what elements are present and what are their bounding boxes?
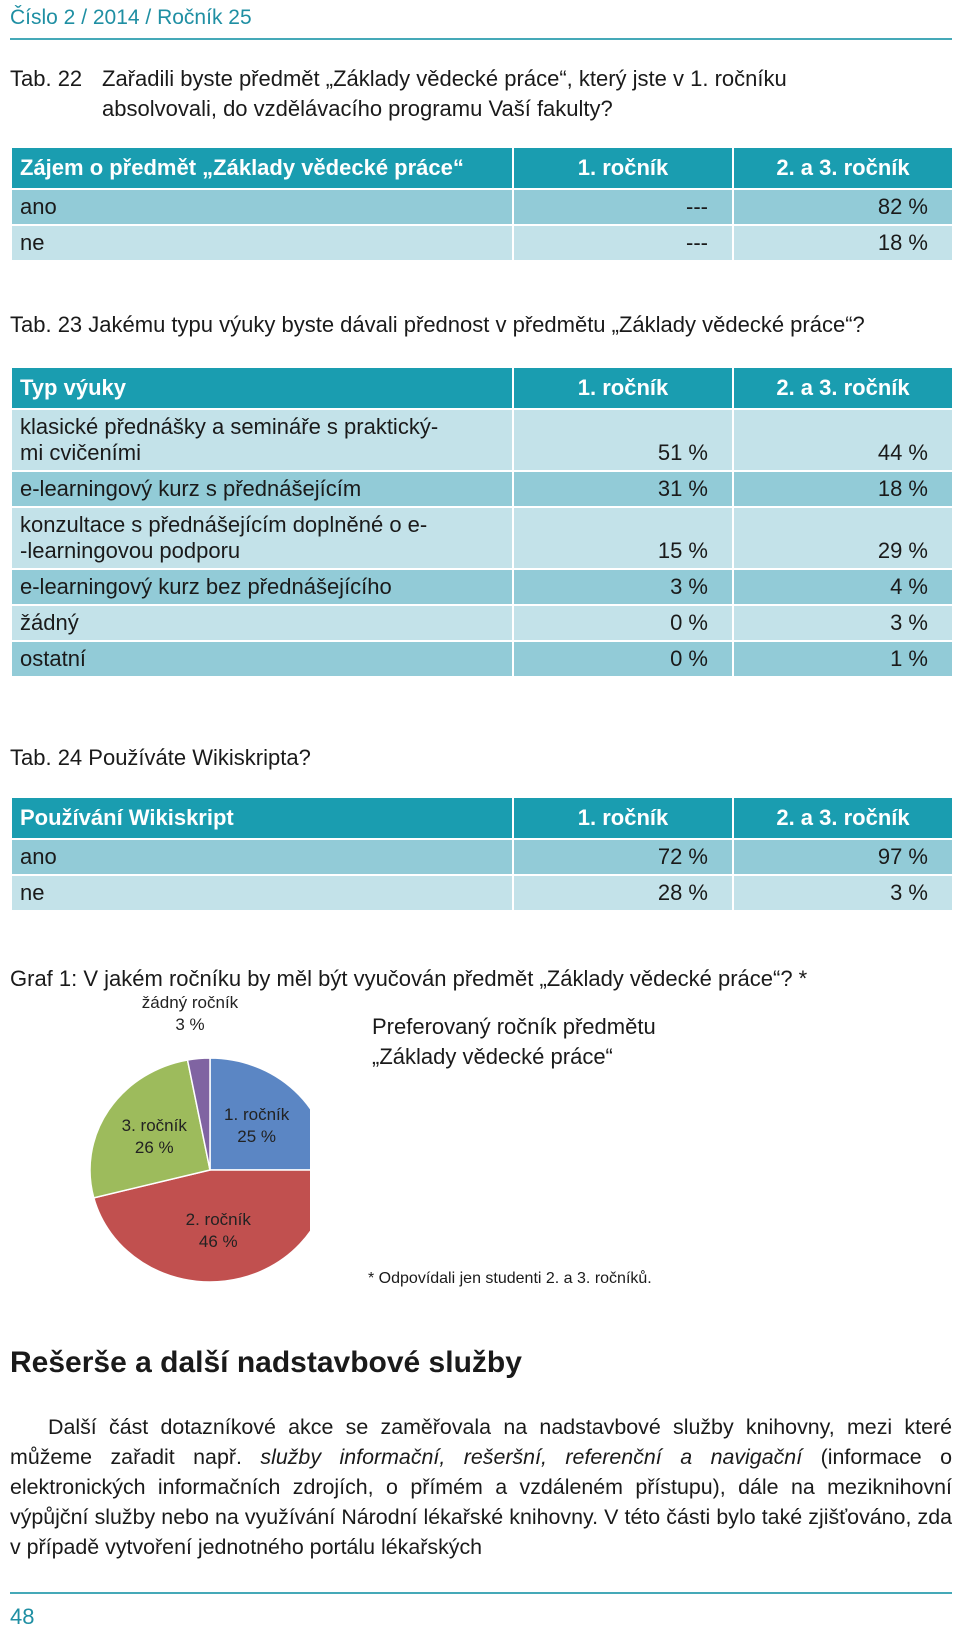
tab24-cell: 72 % [513, 839, 733, 875]
tab22-table [10, 146, 954, 262]
tab22-cell: ne [11, 225, 513, 261]
tab22-cell: --- [513, 225, 733, 261]
table-row [11, 409, 953, 471]
graph1-caption: Graf 1: V jakém ročníku by měl být vyučován předmět „Základy vědecké práce“? * [10, 966, 808, 991]
pie-label-value: 26 % [134, 1137, 174, 1157]
graph1-footnote: * Odpovídali jen studenti 2. a 3. ročníků. [368, 1270, 652, 1287]
tab23-cell: 18 % [733, 471, 953, 507]
section-title: Rešerše a další nadstavbové služby [10, 1346, 522, 1379]
tab22-header-subject: Zájem o předmět „Základy vědecké práce“ [11, 147, 513, 189]
pie-label [163, 1209, 273, 1253]
tab24-cell: 3 % [733, 875, 953, 911]
tab22-cell: 18 % [733, 225, 953, 261]
table-row [11, 641, 953, 677]
table-row [11, 875, 953, 911]
pie-label [135, 992, 245, 1036]
tab23-row1-line1: klasické přednášky a semináře s praktický- [20, 414, 439, 439]
tab22-header-year1: 1. ročník [513, 147, 733, 189]
tab22-caption-line1: Zařadili byste předmět „Základy vědecké práce“, který jste v 1. ročníku [102, 66, 787, 91]
tab23-row3-line2: -learningovou podporu [20, 538, 241, 563]
tab22-cell: --- [513, 189, 733, 225]
tab23-cell: 29 % [733, 507, 953, 569]
tab23-cell [11, 507, 513, 569]
table-row [11, 569, 953, 605]
pie-label [99, 1115, 209, 1159]
graph1-legend-line1: Preferovaný ročník předmětu [372, 1014, 656, 1039]
issue-header: Číslo 2 / 2014 / Ročník 25 [10, 6, 252, 29]
tab23-table [10, 366, 954, 678]
tab23-cell: ostatní [11, 641, 513, 677]
pie-label-value: 25 % [237, 1127, 277, 1147]
tab23-cell: 31 % [513, 471, 733, 507]
tab23-cell: 15 % [513, 507, 733, 569]
graph1-legend-line2: „Základy vědecké práce“ [372, 1044, 613, 1069]
tab23-row3-line1: konzultace s přednášejícím doplněné o e- [20, 512, 428, 537]
table-row [11, 839, 953, 875]
tab24-header-year1: 1. ročník [513, 797, 733, 839]
tab24-cell: 28 % [513, 875, 733, 911]
tab23-cell: 4 % [733, 569, 953, 605]
table-row [11, 225, 953, 261]
tab22-caption-line2: absolvovali, do vzdělávacího programu Vaší fakulty? [102, 96, 613, 121]
pie-label-name: 2. ročník [185, 1210, 251, 1230]
tab24-cell: ne [11, 875, 513, 911]
tab23-caption: Tab. 23 Jakému typu výuky byste dávali přednost v předmětu „Základy vědecké práce“? [10, 312, 865, 337]
paragraph-text: (informace o elektronických informačních zdrojích, o přímém a vzdáleném přístupu), dále na meziknihovní výpůjční služby nebo na využívání Národní lékařské knihovny. V této části bylo také zjišťováno, zda v případě vytvoření jednotného portálu lékařských [10, 1445, 953, 1559]
tab22-cell: 82 % [733, 189, 953, 225]
header-rule [10, 38, 952, 40]
tab22-number: Tab. 22 [10, 66, 83, 91]
tab23-cell: 51 % [513, 409, 733, 471]
section-paragraph [10, 1412, 952, 1562]
tab24-header-year23: 2. a 3. ročník [733, 797, 953, 839]
table-row [11, 189, 953, 225]
tab24-table [10, 796, 954, 912]
tab23-cell: 0 % [513, 641, 733, 677]
pie-label-value: 46 % [198, 1232, 238, 1252]
pie-label-name: 3. ročník [121, 1115, 187, 1135]
tab22-caption [10, 64, 950, 124]
tab23-cell: 3 % [733, 605, 953, 641]
footer-rule [10, 1592, 952, 1594]
pie-chart [70, 1010, 310, 1310]
tab23-cell: 0 % [513, 605, 733, 641]
pie-label [202, 1104, 312, 1148]
tab23-cell [11, 409, 513, 471]
tab24-cell: ano [11, 839, 513, 875]
tab23-cell: 44 % [733, 409, 953, 471]
tab22-cell: ano [11, 189, 513, 225]
tab23-header-year23: 2. a 3. ročník [733, 367, 953, 409]
pie-label-name: žádný ročník [141, 993, 239, 1012]
tab23-cell: e-learningový kurz bez přednášejícího [11, 569, 513, 605]
pie-label-value: 3 % [175, 1015, 205, 1034]
tab23-cell: žádný [11, 605, 513, 641]
tab23-row1-line2: mi cvičeními [20, 440, 142, 465]
tab24-cell: 97 % [733, 839, 953, 875]
tab24-header-usage: Používání Wikiskript [11, 797, 513, 839]
table-row [11, 507, 953, 569]
tab23-header-year1: 1. ročník [513, 367, 733, 409]
tab22-header-year23: 2. a 3. ročník [733, 147, 953, 189]
tab23-cell: 1 % [733, 641, 953, 677]
tab23-cell: e-learningový kurz s přednášejícím [11, 471, 513, 507]
table-row [11, 471, 953, 507]
tab24-caption: Tab. 24 Používáte Wikiskripta? [10, 745, 311, 770]
tab23-header-type: Typ výuky [11, 367, 513, 409]
page-number: 48 [10, 1604, 35, 1629]
section-body [10, 1412, 952, 1562]
pie-label-name: 1. ročník [224, 1105, 290, 1125]
paragraph-italic: služby informační, rešeršní, referenční a navigační [260, 1445, 803, 1469]
tab23-cell: 3 % [513, 569, 733, 605]
graph1-legend-title [372, 1012, 656, 1072]
table-row [11, 605, 953, 641]
paragraph-text: Další část dotazníkové akce se zaměřovala na nadstavbové služby knihovny, mezi které můžeme zařadit např. [10, 1415, 952, 1469]
